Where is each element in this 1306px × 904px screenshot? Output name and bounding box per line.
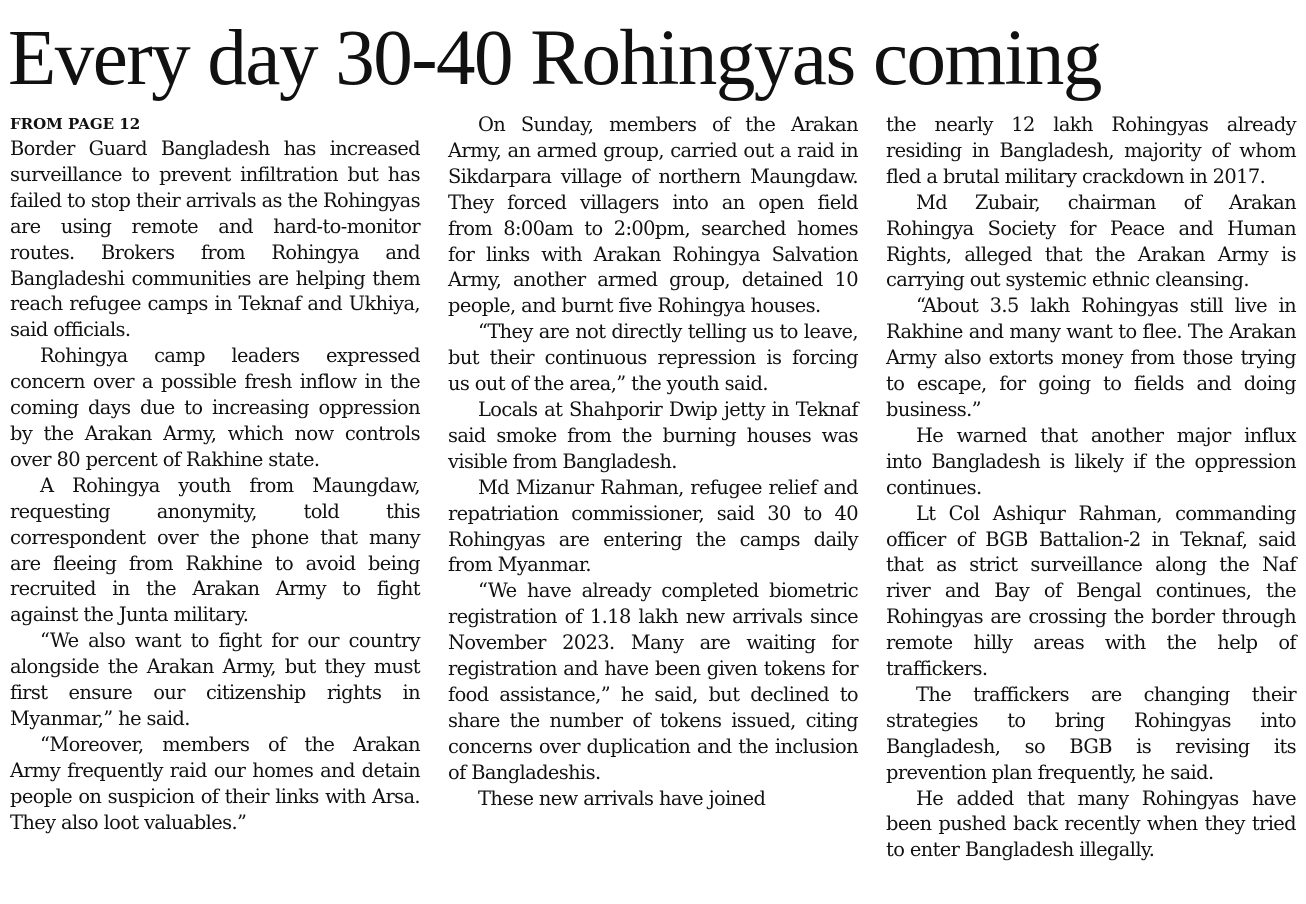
- paragraph: Md Zubair, chairman of Arakan Rohingya Society for Peace and Human Rights, alleged that the Arakan Army is carrying out systemic ethnic cleansing.: [886, 190, 1296, 292]
- paragraph: “They are not directly telling us to leave, but their continuous repression is forcing us out of the area,” the youth said.: [448, 320, 858, 396]
- paragraph: He warned that another major influx into Bangladesh is likely if the oppression continues.: [886, 423, 1296, 499]
- paragraph: Locals at Shahporir Dwip jetty in Teknaf said smoke from the burning houses was visible from Bangladesh.: [448, 397, 858, 473]
- continuation-kicker: FROM PAGE 12: [10, 115, 141, 133]
- paragraph: the nearly 12 lakh Rohingyas already residing in Bangladesh, majority of whom fled a brutal military crackdown in 2017.: [886, 113, 1296, 188]
- paragraph: “We also want to fight for our country alongside the Arakan Army, but they must first ensure our citizenship rights in Myanmar,” he said.: [10, 629, 420, 730]
- paragraph: Lt Col Ashiqur Rahman, commanding officer of BGB Battalion-2 in Teknaf, said that as strict surveillance along the Naf river and Bay of Bengal continues, the Rohingyas are crossing the border through remote hilly areas with the help of traffickers.: [886, 501, 1296, 681]
- headline: Every day 30-40 Rohingyas coming: [8, 15, 1101, 102]
- paragraph: Border Guard Bangladesh has increased surveillance to prevent infiltration but has failed to stop their arrivals as the Rohingyas are using remote and hard-to-monitor routes. Brokers from Rohingya and Bangladeshi communities are helping them reach refugee camps in Teknaf and Ukhiya, said officials.: [10, 137, 420, 342]
- paragraph: He added that many Rohingyas have been pushed back recently when they tried to enter Bangladesh illegally.: [886, 786, 1296, 862]
- paragraph: “We have already completed biometric registration of 1.18 lakh new arrivals since November 2023. Many are waiting for registration and have been given tokens for food assistance,” he said, but declined to share the number of tokens issued, citing concerns over duplication and the inclusion of Bangladeshis.: [448, 579, 858, 784]
- paragraph: These new arrivals have joined: [478, 786, 766, 810]
- article-column-1: [10, 112, 420, 835]
- paragraph: Md Mizanur Rahman, refugee relief and repatriation commissioner, said 30 to 40 Rohingyas are entering the camps daily from Myanmar.: [448, 475, 858, 577]
- paragraph: Rohingya camp leaders expressed concern over a possible fresh inflow in the coming days due to increasing oppression by the Arakan Army, which now controls over 80 percent of Rakhine state.: [10, 344, 420, 471]
- paragraph: The traffickers are changing their strategies to bring Rohingyas into Bangladesh, so BGB is revising its prevention plan frequently, he said.: [886, 682, 1296, 784]
- paragraph: “Moreover, members of the Arakan Army frequently raid our homes and detain people on suspicion of their links with Arsa. They also loot valuables.”: [10, 732, 420, 834]
- paragraph: “About 3.5 lakh Rohingyas still live in Rakhine and many want to flee. The Arakan Army also extorts money from those trying to escape, for going to fields and doing business.”: [886, 294, 1296, 421]
- paragraph: A Rohingya youth from Maungdaw, requesting anonymity, told this correspondent over the phone that many are fleeing from Rakhine to avoid being recruited in the Arakan Army to fight against the Junta military.: [10, 473, 420, 627]
- article-column-2: [448, 112, 858, 811]
- article-column-3: [886, 112, 1296, 863]
- paragraph: On Sunday, members of the Arakan Army, an armed group, carried out a raid in Sikdarpara village of northern Maungdaw. They forced villagers into an open field from 8:00am to 2:00pm, searched homes for links with Arakan Rohingya Salvation Army, another armed group, detained 10 people, and burnt five Rohingya houses.: [448, 113, 858, 318]
